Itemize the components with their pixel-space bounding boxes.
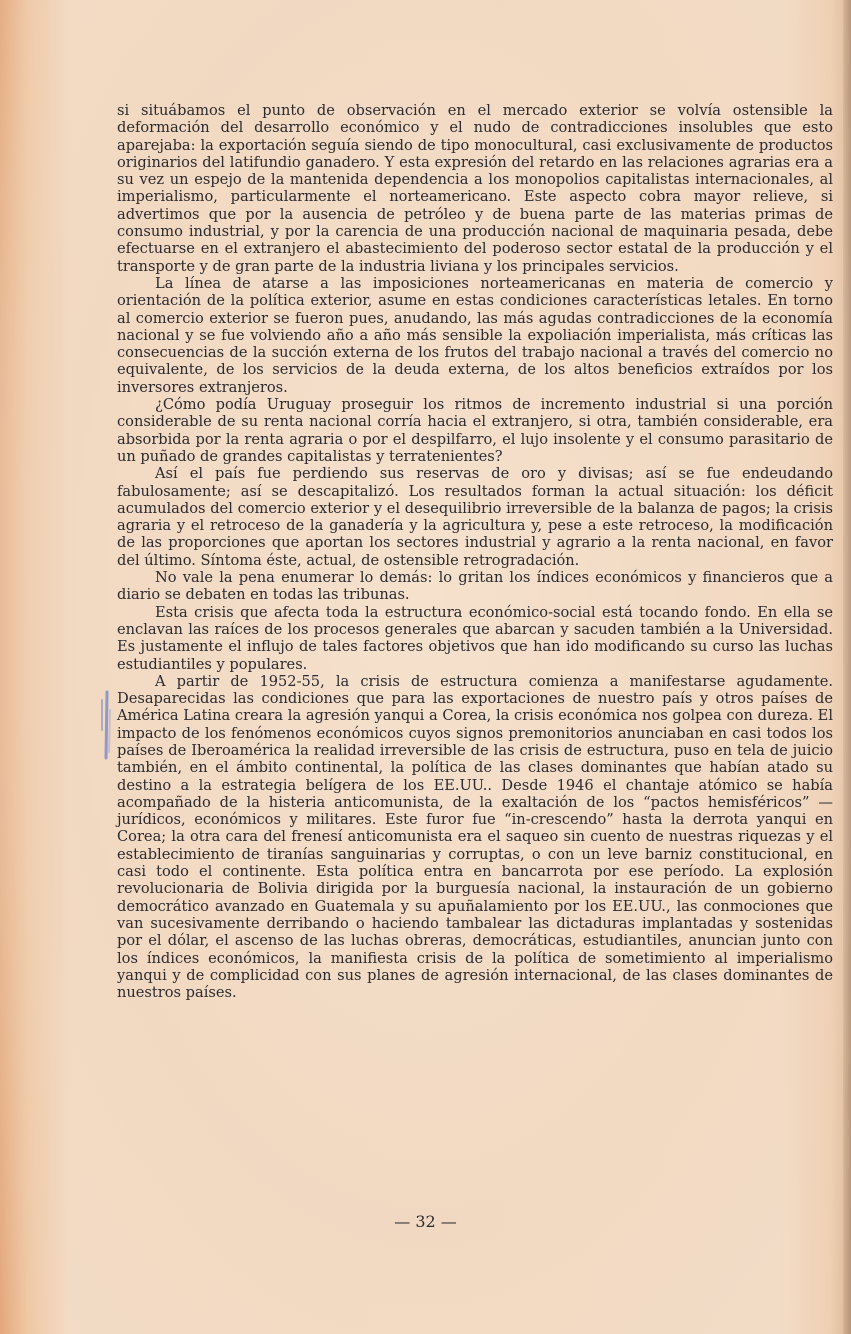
paragraph-4: Así el país fue perdiendo sus reservas de oro y divisas; así se fue endeudando fabulosamente; así se descapitalizó. Los resultados forman la actual situación: los déficit acumulados del comercio exterior y el desequilibrio irreversible de la balanza de pagos; la crisis agraria y el retroceso de la ganadería y la agricultura y, pese a este retroceso, la modificación de las proporciones que aportan los sectores industrial y agrario a la renta nacional, en favor del último. Síntoma éste, actual, de ostensible retrogradación. [117, 465, 833, 569]
paragraph-2: La línea de atarse a las imposiciones norteamericanas en materia de comercio y orientación de la política exterior, asume en estas condiciones características letales. En torno al comercio exterior se fueron pues, anudando, las más agudas contradicciones de la economía nacional y se fue volviendo año a año más sensible la expoliación imperialista, más críticas las consecuencias de la succión externa de los frutos del trabajo nacional a través del comercio no equivalente, de los servicios de la deuda externa, de los altos beneficios extraídos por los inversores extranjeros. [117, 274, 833, 396]
paragraph-1: si situábamos el punto de observación en el mercado exterior se volvía ostensible la deformación del desarrollo económico y el nudo de contradicciones insolubles que esto aparejaba: la exportación seguía siendo de tipo monocultural, casi exclusivamente de productos originarios del latifundio ganadero. Y esta expresión del retardo en las relaciones agrarias era a su vez un espejo de la mantenida dependencia a los monopolios capitalistas internacionales, al imperialismo, particularmente el norteamericano. Este aspecto cobra mayor relieve, si advertimos que por la ausencia de petróleo y de buena parte de las materias primas de consumo industrial, y por la carencia de una producción nacional de maquinaria pesada, debe efectuarse en el extranjero el abastecimiento del poderoso sector estatal de la producción y el transporte y de gran parte de la industria liviana y los principales servicios. [117, 102, 833, 275]
page-number: — 32 — [394, 1212, 457, 1231]
paragraph-5: No vale la pena enumerar lo demás: lo gritan los índices económicos y financieros que a diario se debaten en todas las tribunas. [117, 569, 833, 604]
body-text [117, 102, 833, 1001]
paragraph-7: A partir de 1952-55, la crisis de estructura comienza a manifestarse agudamente. Desaparecidas las condiciones que para las exportaciones de nuestro país y otros países de América Latina creara la agresión yanqui a Corea, la crisis económica nos golpea con dureza. El impacto de los fenómenos económicos cuyos signos premonitorios anunciaban en casi todos los países de Iberoamérica la realidad irreversible de las crisis de estructura, puso en tela de juicio también, en el ámbito continental, la política de las clases dominantes que habían atado su destino a la estrategia belígera de los EE.UU.. Desde 1946 el chantaje atómico se había acompañado de la histeria anticomunista, de la exaltación de los “pactos hemisféricos” —jurídicos, económicos y militares. Este furor fue “in-crescendo” hasta la derrota yanqui en Corea; la otra cara del frenesí anticomunista era el saqueo sin cuento de nuestras riquezas y el establecimiento de tiranías sanguinarias y corruptas, o con un leve barniz constitucional, en casi todo el continente. Esta política entra en bancarrota por ese período. La explosión revolucionaria de Bolivia dirigida por la burguesía nacional, la instauración de un gobierno democrático avanzado en Guatemala y su apuñalamiento por los EE.UU., las conmociones que van sucesivamente derribando o haciendo tambalear las dictaduras implantadas y sostenidas por el dólar, el ascenso de las luchas obreras, democráticas, estudiantiles, anuncian junto con los índices económicos, la manifiesta crisis de la política de sometimiento al imperialismo yanqui y de complicidad con sus planes de agresión internacional, de las clases dominantes de nuestros países. [117, 672, 833, 1002]
margin-pencil-mark [98, 690, 112, 760]
paragraph-3: ¿Cómo podía Uruguay proseguir los ritmos de incremento industrial si una porción considerable de su renta nacional corría hacia el extranjero, si otra, también considerable, era absorbida por la renta agraria o por el despilfarro, el lujo insolente y el consumo parasitario de un puñado de grandes capitalistas y terratenientes? [117, 396, 833, 465]
paragraph-6: Esta crisis que afecta toda la estructura económico-social está tocando fondo. En ella se enclavan las raíces de los procesos generales que abarcan y sacuden también a la Universidad. Es justamente el influjo de tales factores objetivos que han ido modificando su curso las luchas estudiantiles y populares. [117, 603, 833, 673]
